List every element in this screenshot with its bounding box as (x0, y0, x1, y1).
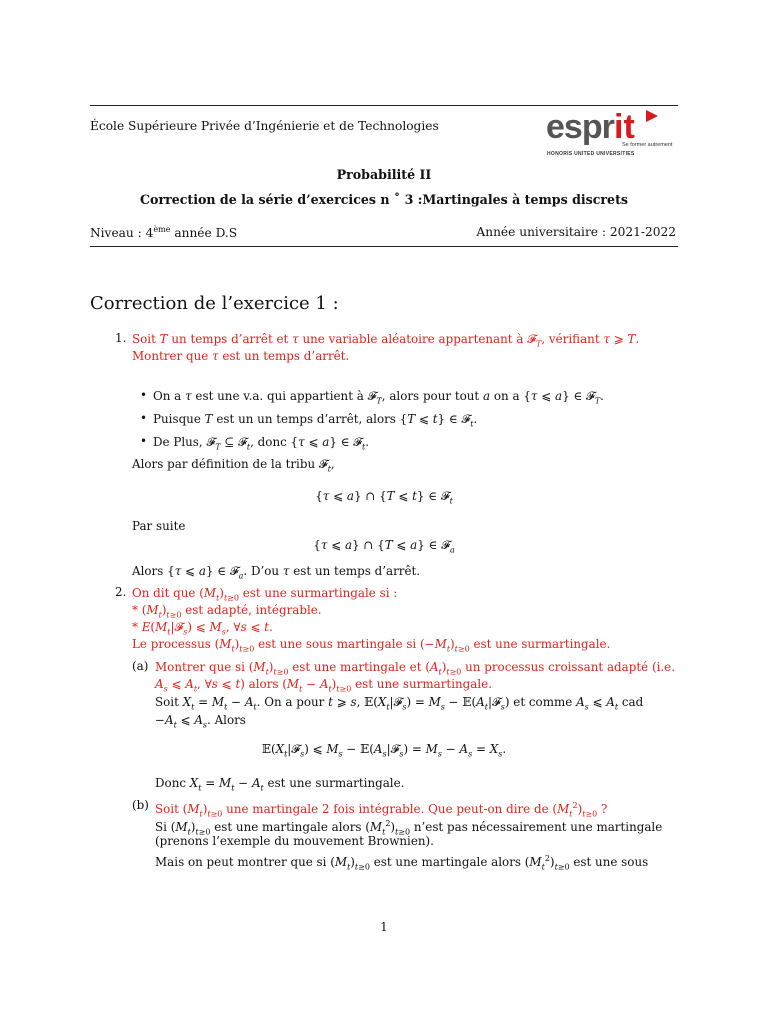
eq-3: $𝔼(X_t|𝓕_s)$ ⩽ $M_s$ − $𝔼(A_s|𝓕_s) = M_s - A_s = X_s$. (261, 742, 507, 759)
bullet-2: • (140, 411, 148, 425)
item-number-2: 2. (115, 585, 127, 599)
qa-line-2: $A_s$ ⩽ $A_t$, ∀s ⩽ t) alors $(M_t - A_t)_{t\ge 0}$ est une surmartingale. (155, 677, 492, 694)
logo-tagline: Se former autrement (622, 142, 673, 148)
academic-year: Année universitaire : 2021-2022 (476, 225, 676, 239)
logo-flag-icon (646, 110, 658, 122)
sub-b-label: (b) (132, 798, 149, 812)
page-number: 1 (380, 920, 388, 934)
conclusion-1: Alors {τ ⩽ a} ∈ 𝓕$_a$. D’ou τ est un temps d’arrêt. (132, 564, 421, 581)
ra-line-2: $-A_t$ ⩽ $A_s$. Alors (155, 713, 246, 730)
logo-word-it: it (614, 108, 635, 146)
bullet-1: • (140, 388, 148, 402)
level-sup: ème (153, 225, 171, 234)
sub-a-label: (a) (132, 659, 149, 673)
bullet-3: • (140, 434, 148, 448)
ra-line-1: Soit $X_t = M_t - A_t$. On a pour t ⩾ s, $𝔼(X_t|𝓕_s) = M_s$ − $𝔼(A_t|𝓕_s)$ et comme $A_s$ ⩽ $A_t$ cad (155, 695, 644, 712)
b1-text: On a τ est une v.a. qui appartient à 𝓕$_T$, alors pour tout a on a {τ ⩽ a} ∈ 𝓕$_T$. (153, 389, 604, 406)
section-title: Correction de l’exercice 1 : (90, 293, 339, 314)
esprit-logo (546, 108, 673, 160)
rb-line-2: (prenons l’exemple du mouvement Brownien). (155, 834, 434, 848)
course-title: Probabilité II (336, 167, 432, 182)
q2-line-1: On dit que $(M_t)_{t\ge 0}$ est une surmartingale si : (132, 586, 398, 603)
eq-1: {τ ⩽ a} ∩ {T ⩽ t} ∈ 𝓕$_t$ (315, 489, 453, 506)
conclusion-a: Donc $X_t = M_t - A_t$ est une surmartingale. (155, 776, 405, 793)
q1-line-2: Montrer que τ est un temps d’arrêt. (132, 349, 350, 363)
q2-line-2: * $(M_t)_{t\ge 0}$ est adapté, intégrable. (132, 603, 322, 620)
item-number-1: 1. (115, 331, 127, 345)
qb-line-1: Soit $(M_t)_{t\ge 0}$ une martingale 2 fois intégrable. Que peut-on dire de $(M_t^2)_{t\ge 0}$ ? (155, 801, 608, 819)
logo-word: espr (546, 108, 614, 146)
course-subtitle: Correction de la série d’exercices n ˚ 3 :Martingales à temps discrets (140, 192, 628, 207)
q2-line-3: * $E(M_t|𝓕_s)$ ⩽ $M_s$, ∀s ⩽ t. (132, 620, 273, 637)
eq-2: {τ ⩽ a} ∩ {T ⩽ a} ∈ 𝓕$_a$ (313, 538, 455, 555)
q1-line-1: Soit T un temps d’arrêt et τ une variable aléatoire appartenant à 𝓕$_T$, vérifiant τ ⩾ T. (132, 332, 640, 349)
school-name: École Supérieure Privée d’Ingénierie et de Technologies (90, 119, 439, 133)
rb-line-1: Si $(M_t)_{t\ge 0}$ est une martingale alors $(M_t^2)_{t\ge 0}$ n’est pas nécessairement une martingale (155, 819, 663, 837)
header-bottom-rule (90, 246, 678, 247)
top-rule (90, 105, 678, 106)
rb-line-3: Mais on peut montrer que si $(M_t)_{t\ge 0}$ est une martingale alors $(M_t^2)_{t\ge 0}$ est une sous (155, 854, 649, 872)
qa-line-1: Montrer que si $(M_t)_{t\ge 0}$ est une martingale et $(A_t)_{t\ge 0}$ un processus croissant adapté (i.e. (155, 660, 675, 677)
level-rest: année D.S (170, 226, 238, 241)
b3-text: De Plus, 𝓕$_T$ ⊆ 𝓕$_t$, donc {τ ⩽ a} ∈ 𝓕$_t$. (153, 435, 370, 452)
logo-group: HONORIS UNITED UNIVERSITIES (547, 151, 635, 157)
b2-text: Puisque T est un un temps d’arrêt, alors {T ⩽ t} ∈ 𝓕$_t$. (153, 412, 478, 429)
par-suite: Par suite (132, 519, 186, 533)
level-info (90, 225, 237, 240)
q2-line-4: Le processus $(M_t)_{t\ge 0}$ est une sous martingale si $(-M_t)_{t\ge 0}$ est une surmartingale. (132, 637, 611, 654)
level-label: Niveau : 4 (90, 226, 154, 241)
def-tribu: Alors par définition de la tribu 𝓕$_t$, (132, 457, 335, 474)
